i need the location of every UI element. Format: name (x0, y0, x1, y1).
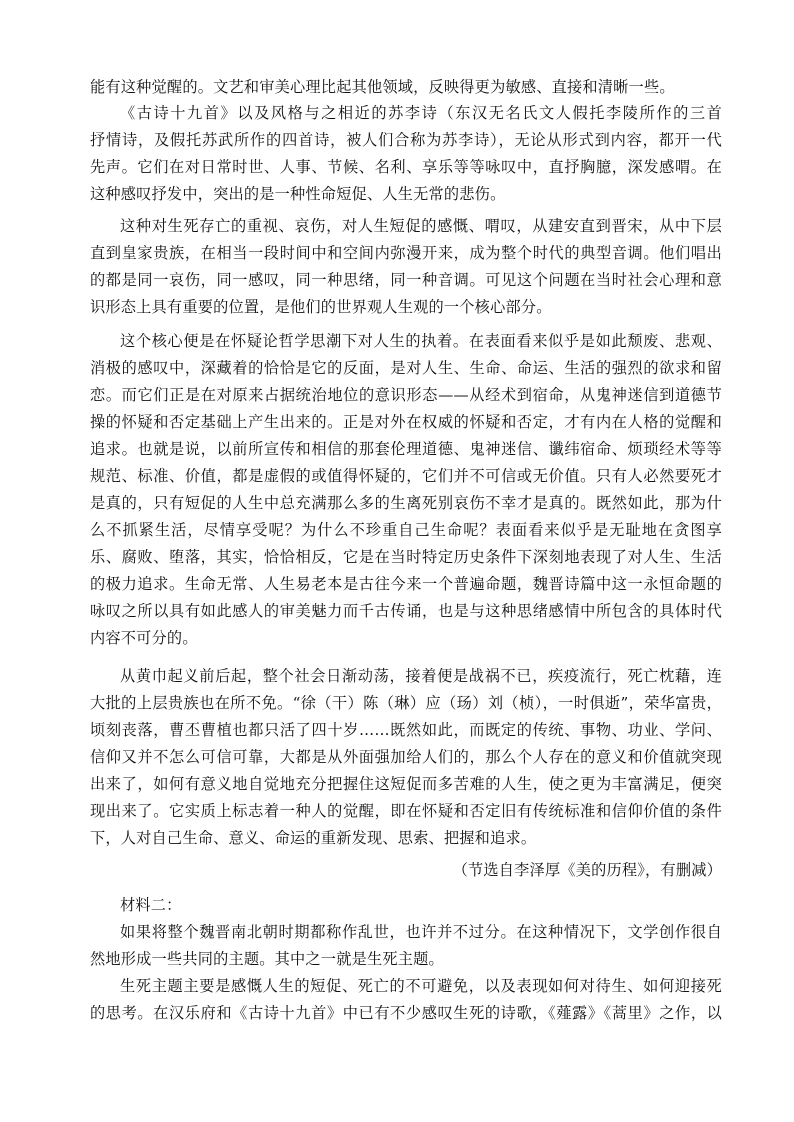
paragraph-line: 顷刻丧落，曹丕曹植也都只活了四十岁……既然如此，而既定的传统、事物、功业、学问、 (90, 721, 722, 739)
paragraph-first-line: 《古诗十九首》以及风格与之相近的苏李诗（东汉无名氏文人假托李陵所作的三首 (120, 104, 722, 122)
paragraph-line: 抒情诗，及假托苏武所作的四首诗，被人们合称为苏李诗），无论从形式到内容，都开一代 (90, 131, 722, 149)
paragraph-line: 追求。也就是说，以前所宣传和相信的那套伦理道德、鬼神迷信、谶纬宿命、烦琐经术等等 (90, 440, 722, 458)
paragraph-line: 恋。而它们正是在对原来占据统治地位的意识形态——从经术到宿命，从鬼神迷信到道德节 (90, 386, 722, 404)
paragraph-line: 的思考。在汉乐府和《古诗十九首》中已有不少感叹生死的诗歌，《薤露》《蒿里》之作，以 (90, 1004, 722, 1022)
paragraph-line: 然地形成一些共同的主题。其中之一就是生死主题。 (90, 950, 444, 968)
paragraph-line: 是真的，只有短促的人生中总充满那么多的生离死别哀伤不幸才是真的。既然如此，那为什 (90, 494, 722, 512)
paragraph-line: 消极的感叹中，深藏着的恰恰是它的反面，是对人生、生命、命运、生活的强烈的欲求和留 (90, 359, 722, 377)
paragraph-line: 现出来了。它实质上标志着一种人的觉醒，即在怀疑和否定旧有传统标准和信仰价值的条件 (90, 802, 722, 820)
paragraph-line: 么不抓紧生活，尽情享受呢？为什么不珍重自己生命呢？表面看来似乎是无耻地在贪图享 (90, 521, 722, 539)
paragraph-first-line: 如果将整个魏晋南北朝时期都称作乱世，也许并不过分。在这种情况下，文学创作很自 (120, 923, 722, 941)
paragraph-line: 出来了，如何有意义地自觉地充分把握住这短促而多苦难的人生，使之更为丰富满足，便突 (90, 775, 722, 793)
paragraph-line: 的极力追求。生命无常、人生易老本是古往今来一个普遍命题，魏晋诗篇中这一永恒命题的 (90, 575, 722, 593)
paragraph-first-line: 生死主题主要是感慨人生的短促、死亡的不可避免，以及表现如何对待生、如何迎接死 (120, 977, 722, 995)
paragraph-first-line: 从黄巾起义前后起，整个社会日渐动荡，接着便是战祸不已，疾疫流行，死亡枕藉，连 (120, 667, 722, 685)
paragraph-line: 规范、标准、价值，都是虚假的或值得怀疑的，它们并不可信或无价值。只有人必然要死才 (90, 467, 722, 485)
paragraph-line: 下，人对自己生命、意义、命运的重新发现、思索、把握和追求。 (90, 829, 537, 847)
paragraph-first-line: 这个核心便是在怀疑论哲学思潮下对人生的执着。在表面看来似乎是如此颓废、悲观、 (120, 332, 722, 350)
paragraph-line: 识形态上具有重要的位置，是他们的世界观人生观的一个核心部分。 (90, 298, 552, 316)
paragraph-line: 咏叹之所以具有如此感人的审美魅力而千古传诵，也是与这种思绪感情中所包含的具体时代 (90, 602, 722, 620)
paragraph-line: 这种感叹抒发中，突出的是一种性命短促、人生无常的悲伤。 (90, 185, 506, 203)
paragraph-line: 操的怀疑和否定基础上产生出来的。正是对外在权威的怀疑和否定，才有内在人格的觉醒和 (90, 413, 722, 431)
paragraph-line: 能有这种觉醒的。文艺和审美心理比起其他领域，反映得更为敏感、直接和清晰一些。 (90, 78, 675, 96)
paragraph-line: 大批的上层贵族也在所不免。“徐（干）陈（琳）应（玚）刘（桢），一时俱逝”，荣华富贵， (90, 694, 722, 712)
paragraph-line: 乐、腐败、堕落，其实，恰恰相反，它是在当时特定历史条件下深刻地表现了对人生、生活 (90, 548, 722, 566)
paragraph-first-line: 材料二： (120, 896, 182, 914)
paragraph-line: 先声。它们在对日常时世、人事、节候、名利、享乐等等咏叹中，直抒胸臆，深发感喟。在 (90, 158, 722, 176)
paragraph-line: 直到皇家贵族，在相当一段时间中和空间内弥漫开来，成为整个时代的典型音调。他们唱出 (90, 244, 722, 262)
source-citation: （节选自李泽厚《美的历程》，有删减） (452, 861, 722, 879)
paragraph-line: 信仰又并不怎么可信可靠，大都是从外面强加给人们的，那么个人存在的意义和价值就突现 (90, 748, 722, 766)
paragraph-line: 内容不可分的。 (90, 629, 198, 647)
paragraph-first-line: 这种对生死存亡的重视、哀伤，对人生短促的感慨、喟叹，从建安直到晋宋，从中下层 (120, 217, 722, 235)
paragraph-line: 的都是同一哀伤，同一感叹，同一种思绪，同一种音调。可见这个问题在当时社会心理和意 (90, 271, 722, 289)
